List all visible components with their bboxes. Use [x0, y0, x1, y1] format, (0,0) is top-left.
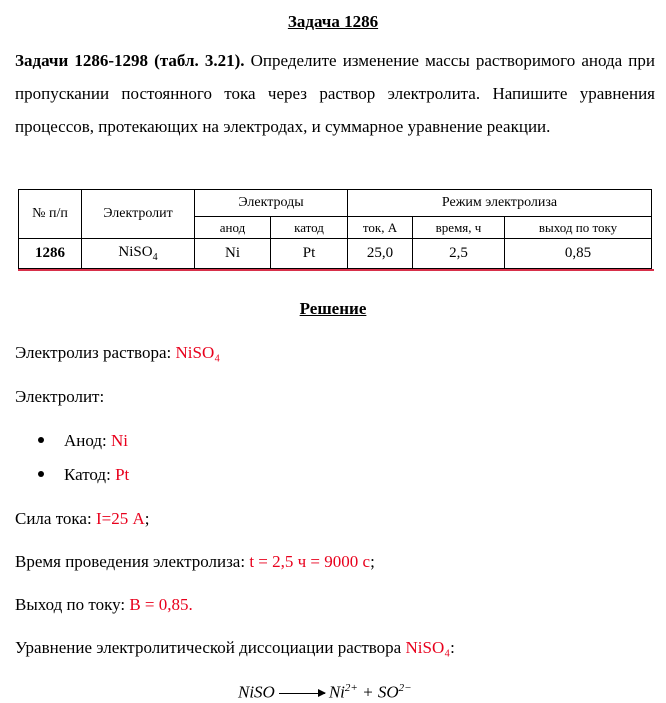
yield-label: Выход по току: [15, 595, 130, 614]
bullet-icon [38, 437, 44, 443]
header-efficiency: выход по току [505, 217, 652, 239]
yield-line [15, 595, 193, 615]
equation-so4-charge: 2− [398, 682, 412, 694]
anode-label: Анод: [64, 431, 112, 450]
cell-electrolyte-subscript: 4 [152, 252, 158, 263]
equation-plus: + [357, 682, 378, 702]
electrolysis-line [15, 343, 220, 363]
anode-item [38, 431, 128, 451]
header-anode: анод [195, 217, 271, 239]
time-line [15, 552, 375, 572]
current-end: ; [144, 509, 150, 528]
time-end: ; [370, 552, 375, 571]
time-value: t = 2,5 ч = 9000 с [249, 552, 371, 571]
header-mode: Режим электролиза [348, 190, 652, 217]
header-electrodes: Электроды [195, 190, 348, 217]
header-time: время, ч [413, 217, 505, 239]
current-line [15, 509, 149, 529]
current-label: Сила тока: [15, 509, 96, 528]
dissociation-label: Уравнение электролитической диссоциации раствора [15, 638, 406, 657]
cathode-label: Катод: [64, 465, 116, 484]
anode-value: Ni [111, 431, 129, 450]
cell-electrolyte [82, 239, 195, 269]
dissociation-equation [238, 682, 412, 703]
task-text: Определите изменение массы растворимого анода при пропускании постоянного тока через раствор электролита. Напишите уравнения процессов, протекающих на электродах, и суммарное уравнение реакции. [15, 51, 655, 136]
dissociation-line [15, 638, 455, 658]
equation-product-so4: SO [377, 682, 399, 702]
electrolysis-value: NiSO₄ [175, 343, 221, 362]
header-current: ток, А [348, 217, 413, 239]
header-electrolyte: Электролит [82, 190, 195, 239]
table-row [19, 239, 652, 269]
cell-current: 25,0 [348, 239, 413, 269]
dissociation-value: NiSO₄ [405, 638, 451, 657]
cell-anode: Ni [195, 239, 271, 269]
dissociation-end: : [450, 638, 455, 657]
header-cathode: катод [271, 217, 348, 239]
yield-value: В = 0,85. [129, 595, 193, 614]
cathode-item [38, 465, 129, 485]
solution-title: Решение [299, 299, 367, 318]
parameters-table [18, 189, 652, 269]
equation-product-ni: Ni [328, 682, 345, 702]
bullet-icon [38, 471, 44, 477]
problem-title: Задача 1286 [287, 12, 379, 31]
equation-ni-charge: 2+ [344, 682, 358, 694]
current-value: I=25 А [95, 509, 145, 528]
cell-num: 1286 [19, 239, 82, 269]
cell-electrolyte-formula: NiSO [118, 244, 153, 260]
time-label: Время проведения электролиза: [15, 552, 250, 571]
electrolysis-label: Электролиз раствора: [15, 343, 176, 362]
cell-time: 2,5 [413, 239, 505, 269]
cell-efficiency: 0,85 [505, 239, 652, 269]
electrolyte-line: Электролит: [15, 387, 105, 406]
task-label: Задачи 1286-1298 (табл. 3.21). [15, 51, 245, 70]
task-statement [15, 44, 655, 143]
cathode-value: Pt [115, 465, 130, 484]
table-underline [18, 269, 654, 271]
cell-cathode: Pt [271, 239, 348, 269]
reaction-arrow-icon [279, 693, 325, 694]
header-num: № п/п [19, 190, 82, 239]
equation-reactant: NiSO [238, 682, 275, 702]
